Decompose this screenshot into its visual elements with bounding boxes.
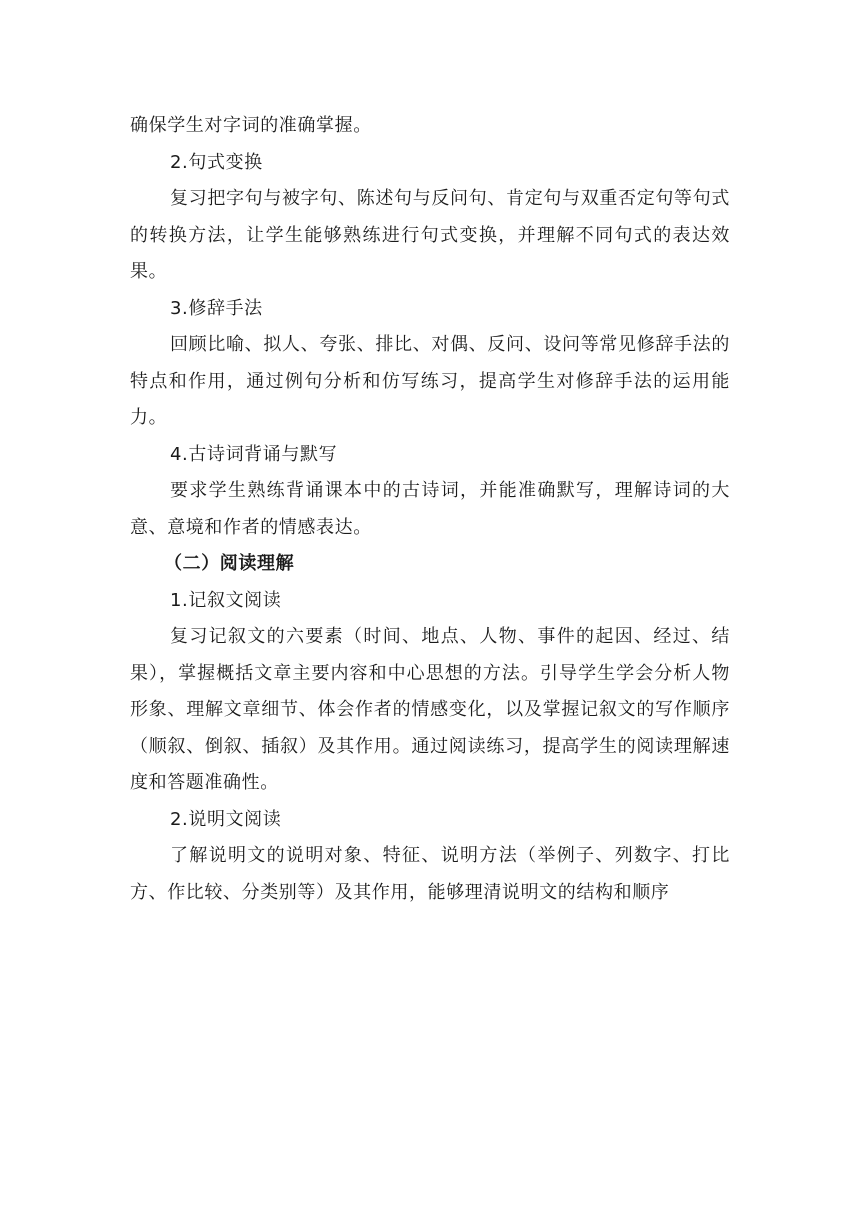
paragraph-rhetoric: 回顾比喻、拟人、夸张、排比、对偶、反问、设问等常见修辞手法的特点和作用，通过例句分析和仿写练习，提高学生对修辞手法的运用能力。 [130, 334, 730, 428]
heading-sentence-transformation: 2.句式变换 [170, 151, 263, 173]
paragraph-vocabulary-end: 确保学生对字词的准确掌握。 [130, 115, 372, 136]
heading-ancient-poems: 4.古诗词背诵与默写 [170, 443, 338, 465]
heading-narrative-reading: 1.记叙文阅读 [170, 589, 282, 611]
document-page [130, 108, 730, 911]
paragraph-expository-reading: 了解说明文的说明对象、特征、说明方法（举例子、列数字、打比方、作比较、分类别等）及其作用，能够理清说明文的结构和顺序 [130, 845, 730, 903]
heading-reading-comprehension: （二）阅读理解 [164, 553, 295, 574]
heading-rhetoric: 3.修辞手法 [170, 297, 263, 319]
paragraph-narrative-reading: 复习记叙文的六要素（时间、地点、人物、事件的起因、经过、结果），掌握概括文章主要内容和中心思想的方法。引导学生学会分析人物形象、理解文章细节、体会作者的情感变化，以及掌握记叙文的写作顺序（顺叙、倒叙、插叙）及其作用。通过阅读练习，提高学生的阅读理解速度和答题准确性。 [130, 626, 730, 793]
heading-expository-reading: 2.说明文阅读 [170, 808, 282, 830]
paragraph-ancient-poems: 要求学生熟练背诵课本中的古诗词，并能准确默写，理解诗词的大意、意境和作者的情感表达。 [130, 480, 730, 538]
paragraph-sentence-transformation: 复习把字句与被字句、陈述句与反问句、肯定句与双重否定句等句式的转换方法，让学生能够熟练进行句式变换，并理解不同句式的表达效果。 [130, 188, 730, 282]
